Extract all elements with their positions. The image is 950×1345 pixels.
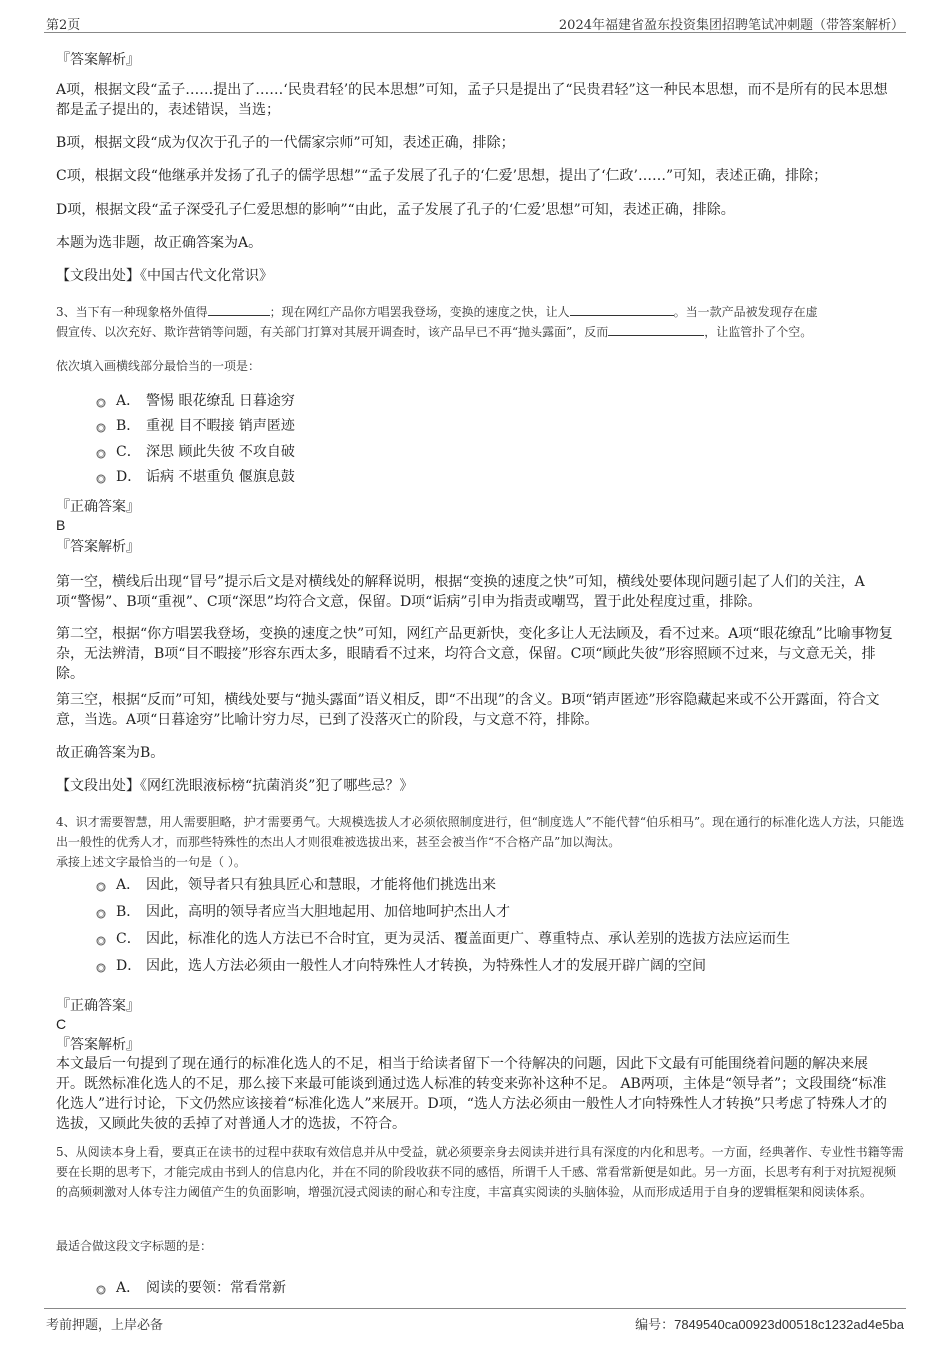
page-header — [44, 12, 906, 33]
q3-stem: 3、当下有一种现象格外值得 ；现在网红产品你方唱罢我登场，变换的速度之快，让人 。当一款产品被发现存在虚 假宣传、以次充好、欺诈营销等问题，有关部门打算对其展开调查时，该产品早已不再“抛头露面”，反而 ，让监管扑了个空。 — [56, 305, 818, 339]
q4-option-d[interactable]: D． 因此，选人方法必须由一般性人才向特殊性人才转换，为特殊性人才的发展开辟广阔的空间 — [116, 958, 706, 974]
document-code: 编号：7849540ca00923d00518c1232ad4e5ba — [635, 1317, 904, 1333]
blank-2 — [570, 303, 674, 316]
q2-analysis-c: C项，根据文段“他继承并发扬了孔子的儒学思想”“孟子发展了孔子的‘仁爱’思想，提出了‘仁政’……”可知，表述正确，排除； — [56, 168, 828, 184]
q3-analysis-p1: 第一空，横线后出现“冒号”提示后文是对横线处的解释说明，根据“变换的速度之快”可知，横线处要体现问题引起了人们的关注，A项“警惕”、B项“重视”、C项“深思”均符合文意，保留。D项“诟病”引申为指责或嘲骂，置于此处程度过重，排除。 — [56, 574, 865, 610]
q2-analysis-label: 『答案解析』 — [56, 52, 140, 68]
q3-option-d-radio[interactable] — [96, 474, 106, 484]
q3-analysis-p2: 第二空，根据“你方唱罢我登场，变换的速度之快”可知，网红产品更新快，变化多让人无法顾及，看不过来。A项“眼花缭乱”比喻事物复杂，无法辨清，B项“目不暇接”形容东西太多，眼睛看不过来，均符合文意，保留。C项“顾此失彼”形容照顾不过来，与文意无关，排除。 — [56, 626, 893, 682]
q3-analysis-p3: 第三空，根据“反而”可知，横线处要与“抛头露面”语义相反，即“不出现”的含义。B项“销声匿迹”形容隐藏起来或不公开露面，符合文意，当选。A项“日暮途穷”比喻计穷力尽，已到了没落灭亡的阶段，与文意不符，排除。 — [56, 692, 880, 728]
q2-analysis-a: A项，根据文段“孟子……提出了……‘民贵君轻’的民本思想”可知，孟子只是提出了“民贵君轻”这一种民本思想，而不是所有的民本思想都是孟子提出的，表述错误，当选； — [56, 82, 888, 118]
q3-prompt: 依次填入画横线部分最恰当的一项是： — [56, 359, 261, 373]
q3-option-a[interactable]: A． 警惕 眼花缭乱 日暮途穷 — [116, 393, 295, 409]
q4-correct-answer: C — [56, 1016, 67, 1032]
q4-option-c-radio[interactable] — [96, 936, 106, 946]
q4-option-a-radio[interactable] — [96, 882, 106, 892]
blank-1 — [208, 303, 270, 316]
q3-option-b[interactable]: B． 重视 目不暇接 销声匿迹 — [116, 418, 295, 434]
q4-correct-label: 『正确答案』 — [56, 998, 140, 1014]
q3-option-d[interactable]: D． 诟病 不堪重负 偃旗息鼓 — [116, 469, 295, 485]
q4-analysis: 本文最后一句提到了现在通行的标准化选人的不足，相当于给读者留下一个待解决的问题，因此下文最有可能围绕着问题的解决来展开。既然标准化选人的不足，那么接下来最可能谈到通过选人标准的转变来弥补这种不足。 AB两项，主体是“领导者”；文段围绕“标准化选人”进行讨论，下文仍然应该接着“标准化选人”来展开。D项，“选人方法必须由一般性人才向特殊性人才转换”只考虑了特殊人才的选拔，又顾此失彼的丢掉了对普通人才的选拔，不符合。 — [56, 1056, 888, 1132]
q2-analysis-d: D项，根据文段“孟子深受孔子仁爱思想的影响”“由此，孟子发展了孔子的‘仁爱’思想”可知，表述正确，排除。 — [56, 202, 735, 218]
q3-source: 【文段出处】《网红洗眼液标榜“抗菌消炎”犯了哪些忌？》 — [56, 778, 414, 794]
page-footer — [44, 1308, 906, 1331]
q5-stem: 5、从阅读本身上看，要真正在读书的过程中获取有效信息并从中受益，就必须要亲身去阅读并进行具有深度的内化和思考。一方面，经典著作、专业性书籍等需要在长期的思考下，才能完成由书到人的信息内化，并在不同的阶段收获不同的感悟，所谓千人千感、常看常新便是如此。另一方面，长思考有利于对抗短视频的高频刺激对人体专注力阈值产生的负面影响，增强沉浸式阅读的耐心和专注度，丰富真实阅读的头脑体验，从而形成适用于自身的逻辑框架和阅读体系。 — [56, 1145, 904, 1199]
blank-3 — [608, 323, 704, 336]
q4-option-c[interactable]: C． 因此，标准化的选人方法已不合时宜，更为灵活、覆盖面更广、尊重特点、承认差别的选拔方法应运而生 — [116, 931, 790, 947]
q3-option-c-radio[interactable] — [96, 449, 106, 459]
q5-option-a[interactable]: A． 阅读的要领：常看常新 — [116, 1280, 286, 1296]
q5-option-a-radio[interactable] — [96, 1285, 106, 1295]
page-number: 第2页 — [46, 18, 81, 33]
q3-option-a-radio[interactable] — [96, 398, 106, 408]
q4-option-b-radio[interactable] — [96, 909, 106, 919]
q4-analysis-label: 『答案解析』 — [56, 1037, 140, 1053]
q3-option-c[interactable]: C． 深思 顾此失彼 不攻自破 — [116, 444, 295, 460]
q4-option-a[interactable]: A． 因此，领导者只有独具匠心和慧眼，才能将他们挑选出来 — [116, 877, 496, 893]
q3-correct-label: 『正确答案』 — [56, 499, 140, 515]
q5-prompt: 最适合做这段文字标题的是： — [56, 1239, 213, 1253]
q3-analysis-label: 『答案解析』 — [56, 539, 140, 555]
q2-analysis-b: B项，根据文段“成为仅次于孔子的一代儒家宗师”可知，表述正确，排除； — [56, 135, 515, 151]
q3-correct-answer: B — [56, 517, 66, 533]
q3-conclusion: 故正确答案为B。 — [56, 745, 165, 761]
q3-option-b-radio[interactable] — [96, 423, 106, 433]
q2-source: 【文段出处】《中国古代文化常识》 — [56, 268, 273, 284]
q4-option-b[interactable]: B． 因此，高明的领导者应当大胆地起用、加倍地呵护杰出人才 — [116, 904, 510, 920]
q4-stem: 4、识才需要智慧，用人需要胆略，护才需要勇气。大规模选拔人才必须依照制度进行，但“制度选人”不能代替“伯乐相马”。现在通行的标准化选人方法，只能选出一般性的优秀人才，而那些特殊性的杰出人才则很难被选拔出来，甚至会被当作“不合格产品”加以淘汰。 — [56, 815, 905, 849]
q4-option-d-radio[interactable] — [96, 963, 106, 973]
q2-conclusion: 本题为选非题，故正确答案为A。 — [56, 235, 263, 251]
footer-slogan: 考前押题，上岸必备 — [46, 1318, 164, 1333]
document-title: 2024年福建省盈东投资集团招聘笔试冲刺题（带答案解析） — [558, 18, 904, 33]
q4-prompt: 承接上述文字最恰当的一句是（ ）。 — [56, 855, 246, 869]
